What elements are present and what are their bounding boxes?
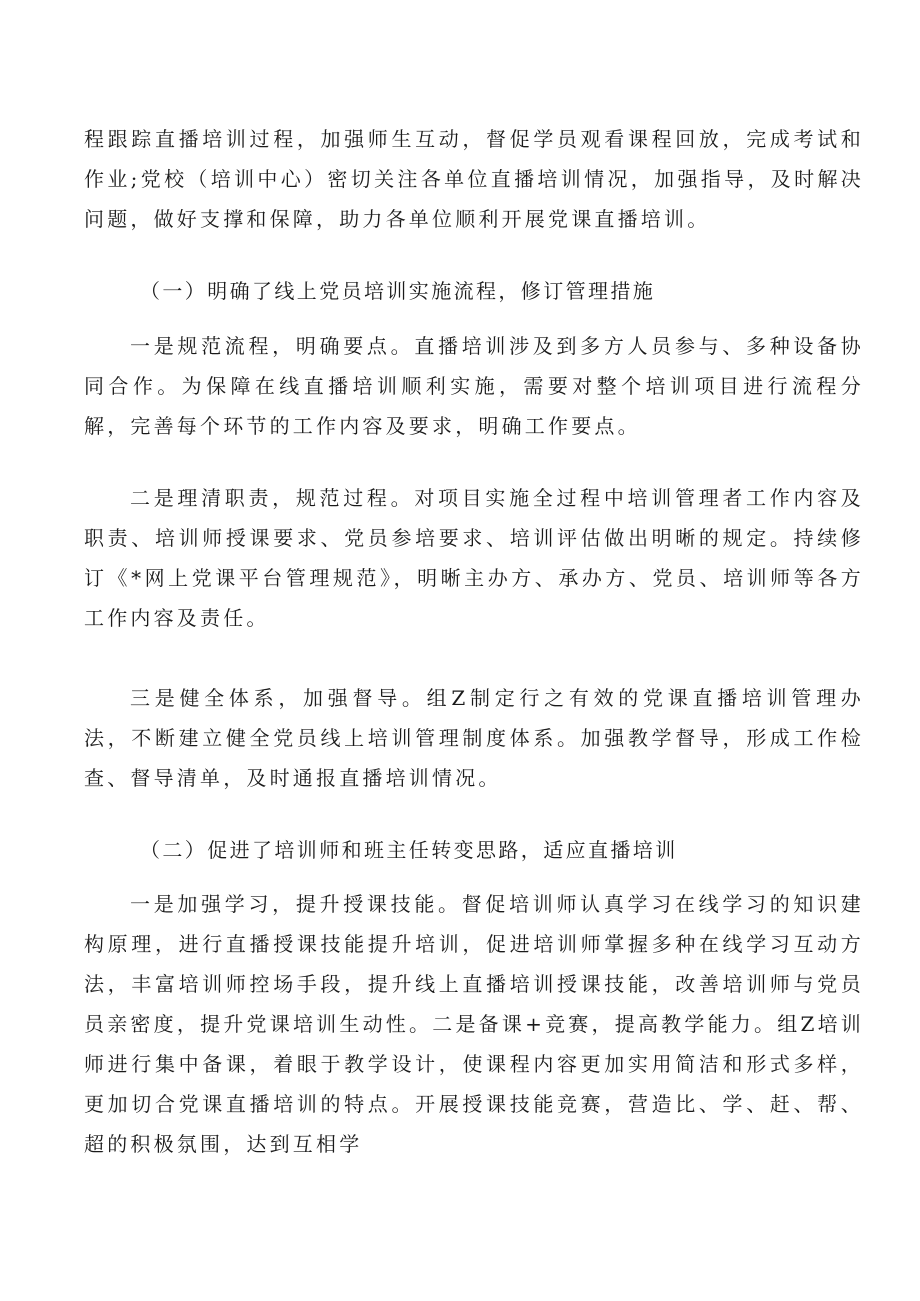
section-heading-2: （二）促进了培训师和班主任转变思路，适应直播培训 bbox=[140, 838, 678, 862]
paragraph-strengthen-learning: 一是加强学习，提升授课技能。督促培训师认真学习在线学习的知识建构原理，进行直播授课技能提升培训，促进培训师掌握多种在线学习互动方法，丰富培训师控场手段，提升线上直播培训授课技能，改善培训师与党员员亲密度，提升党课培训生动性。二是备课+竞赛，提高教学能力。组Z培训师进行集中备课，着眼于教学设计，使课程内容更加实用简洁和形式多样，更加切合党课直播培训的特点。开展授课技能竞赛，营造比、学、赶、帮、超的积极氛围，达到互相学 bbox=[84, 892, 864, 1156]
paragraph-standardize-process: 一是规范流程，明确要点。直播培训涉及到多方人员参与、多种设备协同合作。为保障在线直播培训顺利实施，需要对整个培训项目进行流程分解，完善每个环节的工作内容及要求，明确工作要点。 bbox=[84, 334, 864, 438]
paragraph-clarify-duties: 二是理清职责，规范过程。对项目实施全过程中培训管理者工作内容及职责、培训师授课要求、党员参培要求、培训评估做出明晰的规定。持续修订《*网上党课平台管理规范》，明晰主办方、承办方、党员、培训师等各方工作内容及责任。 bbox=[84, 486, 864, 630]
section-heading-1: （一）明确了线上党员培训实施流程，修订管理措施 bbox=[140, 279, 656, 303]
paragraph-continuation: 程跟踪直播培训过程，加强师生互动，督促学员观看课程回放，完成考试和作业;党校（培训中心）密切关注各单位直播培训情况，加强指导，及时解决问题，做好支撑和保障，助力各单位顺利开展党课直播培训。 bbox=[84, 127, 864, 231]
paragraph-improve-system: 三是健全体系，加强督导。组Z制定行之有效的党课直播培训管理办法，不断建立健全党员线上培训管理制度体系。加强教学督导，形成工作检查、督导清单，及时通报直播培训情况。 bbox=[84, 686, 864, 790]
